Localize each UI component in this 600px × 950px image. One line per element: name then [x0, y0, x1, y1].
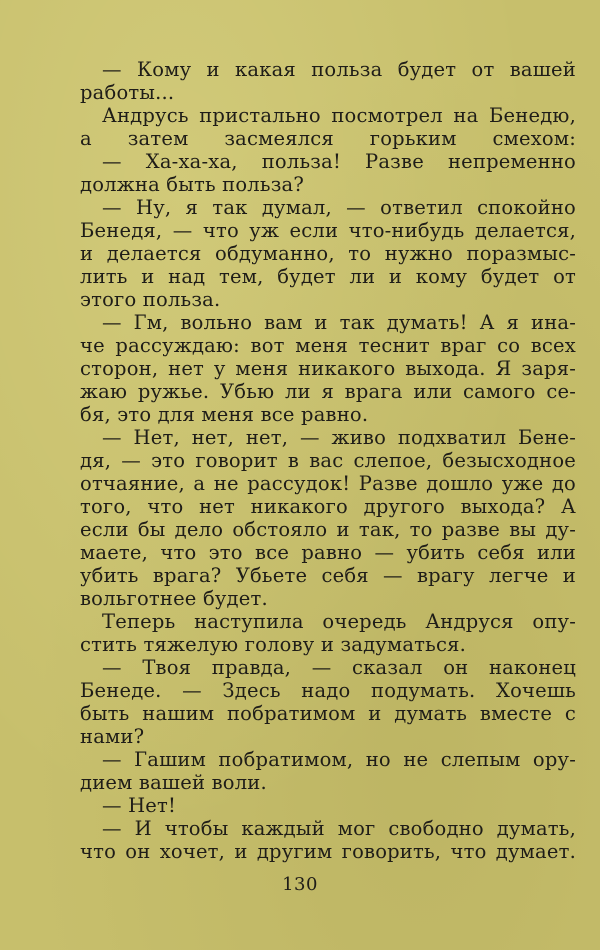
text-line: Теперь наступила очередь Андруся опу- — [102, 610, 576, 633]
text-line: должна быть польза? — [80, 173, 305, 196]
text-line: работы... — [80, 81, 175, 104]
text-line: лить и над тем, будет ли и кому будет от — [80, 265, 576, 288]
text-line: сторон, нет у меня никакого выхода. Я заря- — [80, 357, 576, 380]
text-line: быть нашим побратимом и думать вместе с — [80, 702, 576, 725]
text-line: дя, — это говорит в вас слепое, безысходное — [80, 449, 576, 472]
text-line: че рассуждаю: вот меня теснит враг со всех — [80, 334, 576, 357]
text-line: — Твоя правда, — сказал он наконец — [102, 656, 576, 679]
text-line: — Кому и какая польза будет от вашей — [102, 58, 576, 81]
page-number: 130 — [282, 874, 318, 895]
text-line: а затем засмеялся горьким смехом: — [80, 127, 576, 150]
text-line: — Гм, вольно вам и так думать! А я ина- — [102, 311, 576, 334]
text-line: что он хочет, и другим говорить, что думает. — [80, 840, 576, 863]
text-line: дием вашей воли. — [80, 771, 267, 794]
text-line: — Нет, нет, нет, — живо подхватил Бене- — [102, 426, 576, 449]
text-line: стить тяжелую голову и задуматься. — [80, 633, 467, 656]
text-line: жаю ружье. Убью ли я врага или самого се- — [80, 380, 576, 403]
text-line: — Ха-ха-ха, польза! Разве непременно — [102, 150, 576, 173]
text-line: — Ну, я так думал, — ответил спокойно — [102, 196, 576, 219]
text-line: Бенедя, — что уж если что-нибудь делается, — [80, 219, 576, 242]
text-line: и делается обдуманно, то нужно поразмыс- — [80, 242, 576, 265]
text-line: бя, это для меня все равно. — [80, 403, 369, 426]
text-line: убить врага? Убьете себя — врагу легче и — [80, 564, 576, 587]
text-line: этого польза. — [80, 288, 221, 311]
page-text — [80, 58, 576, 918]
text-line: — И чтобы каждый мог свободно думать, — [102, 817, 576, 840]
text-line: — Гашим побратимом, но не слепым ору- — [102, 748, 576, 771]
text-line: маете, что это все равно — убить себя или — [80, 541, 576, 564]
text-line: — Нет! — [102, 794, 177, 817]
text-line: отчаяние, а не рассудок! Разве дошло уже до — [80, 472, 576, 495]
text-line: Бенеде. — Здесь надо подумать. Хочешь — [80, 679, 576, 702]
text-line: нами? — [80, 725, 145, 748]
text-line: Андрусь пристально посмотрел на Бенедю, — [102, 104, 576, 127]
text-line: если бы дело обстояло и так, то разве вы ду- — [80, 518, 576, 541]
text-line: того, что нет никакого другого выхода? А — [80, 495, 576, 518]
text-line: вольготнее будет. — [80, 587, 268, 610]
